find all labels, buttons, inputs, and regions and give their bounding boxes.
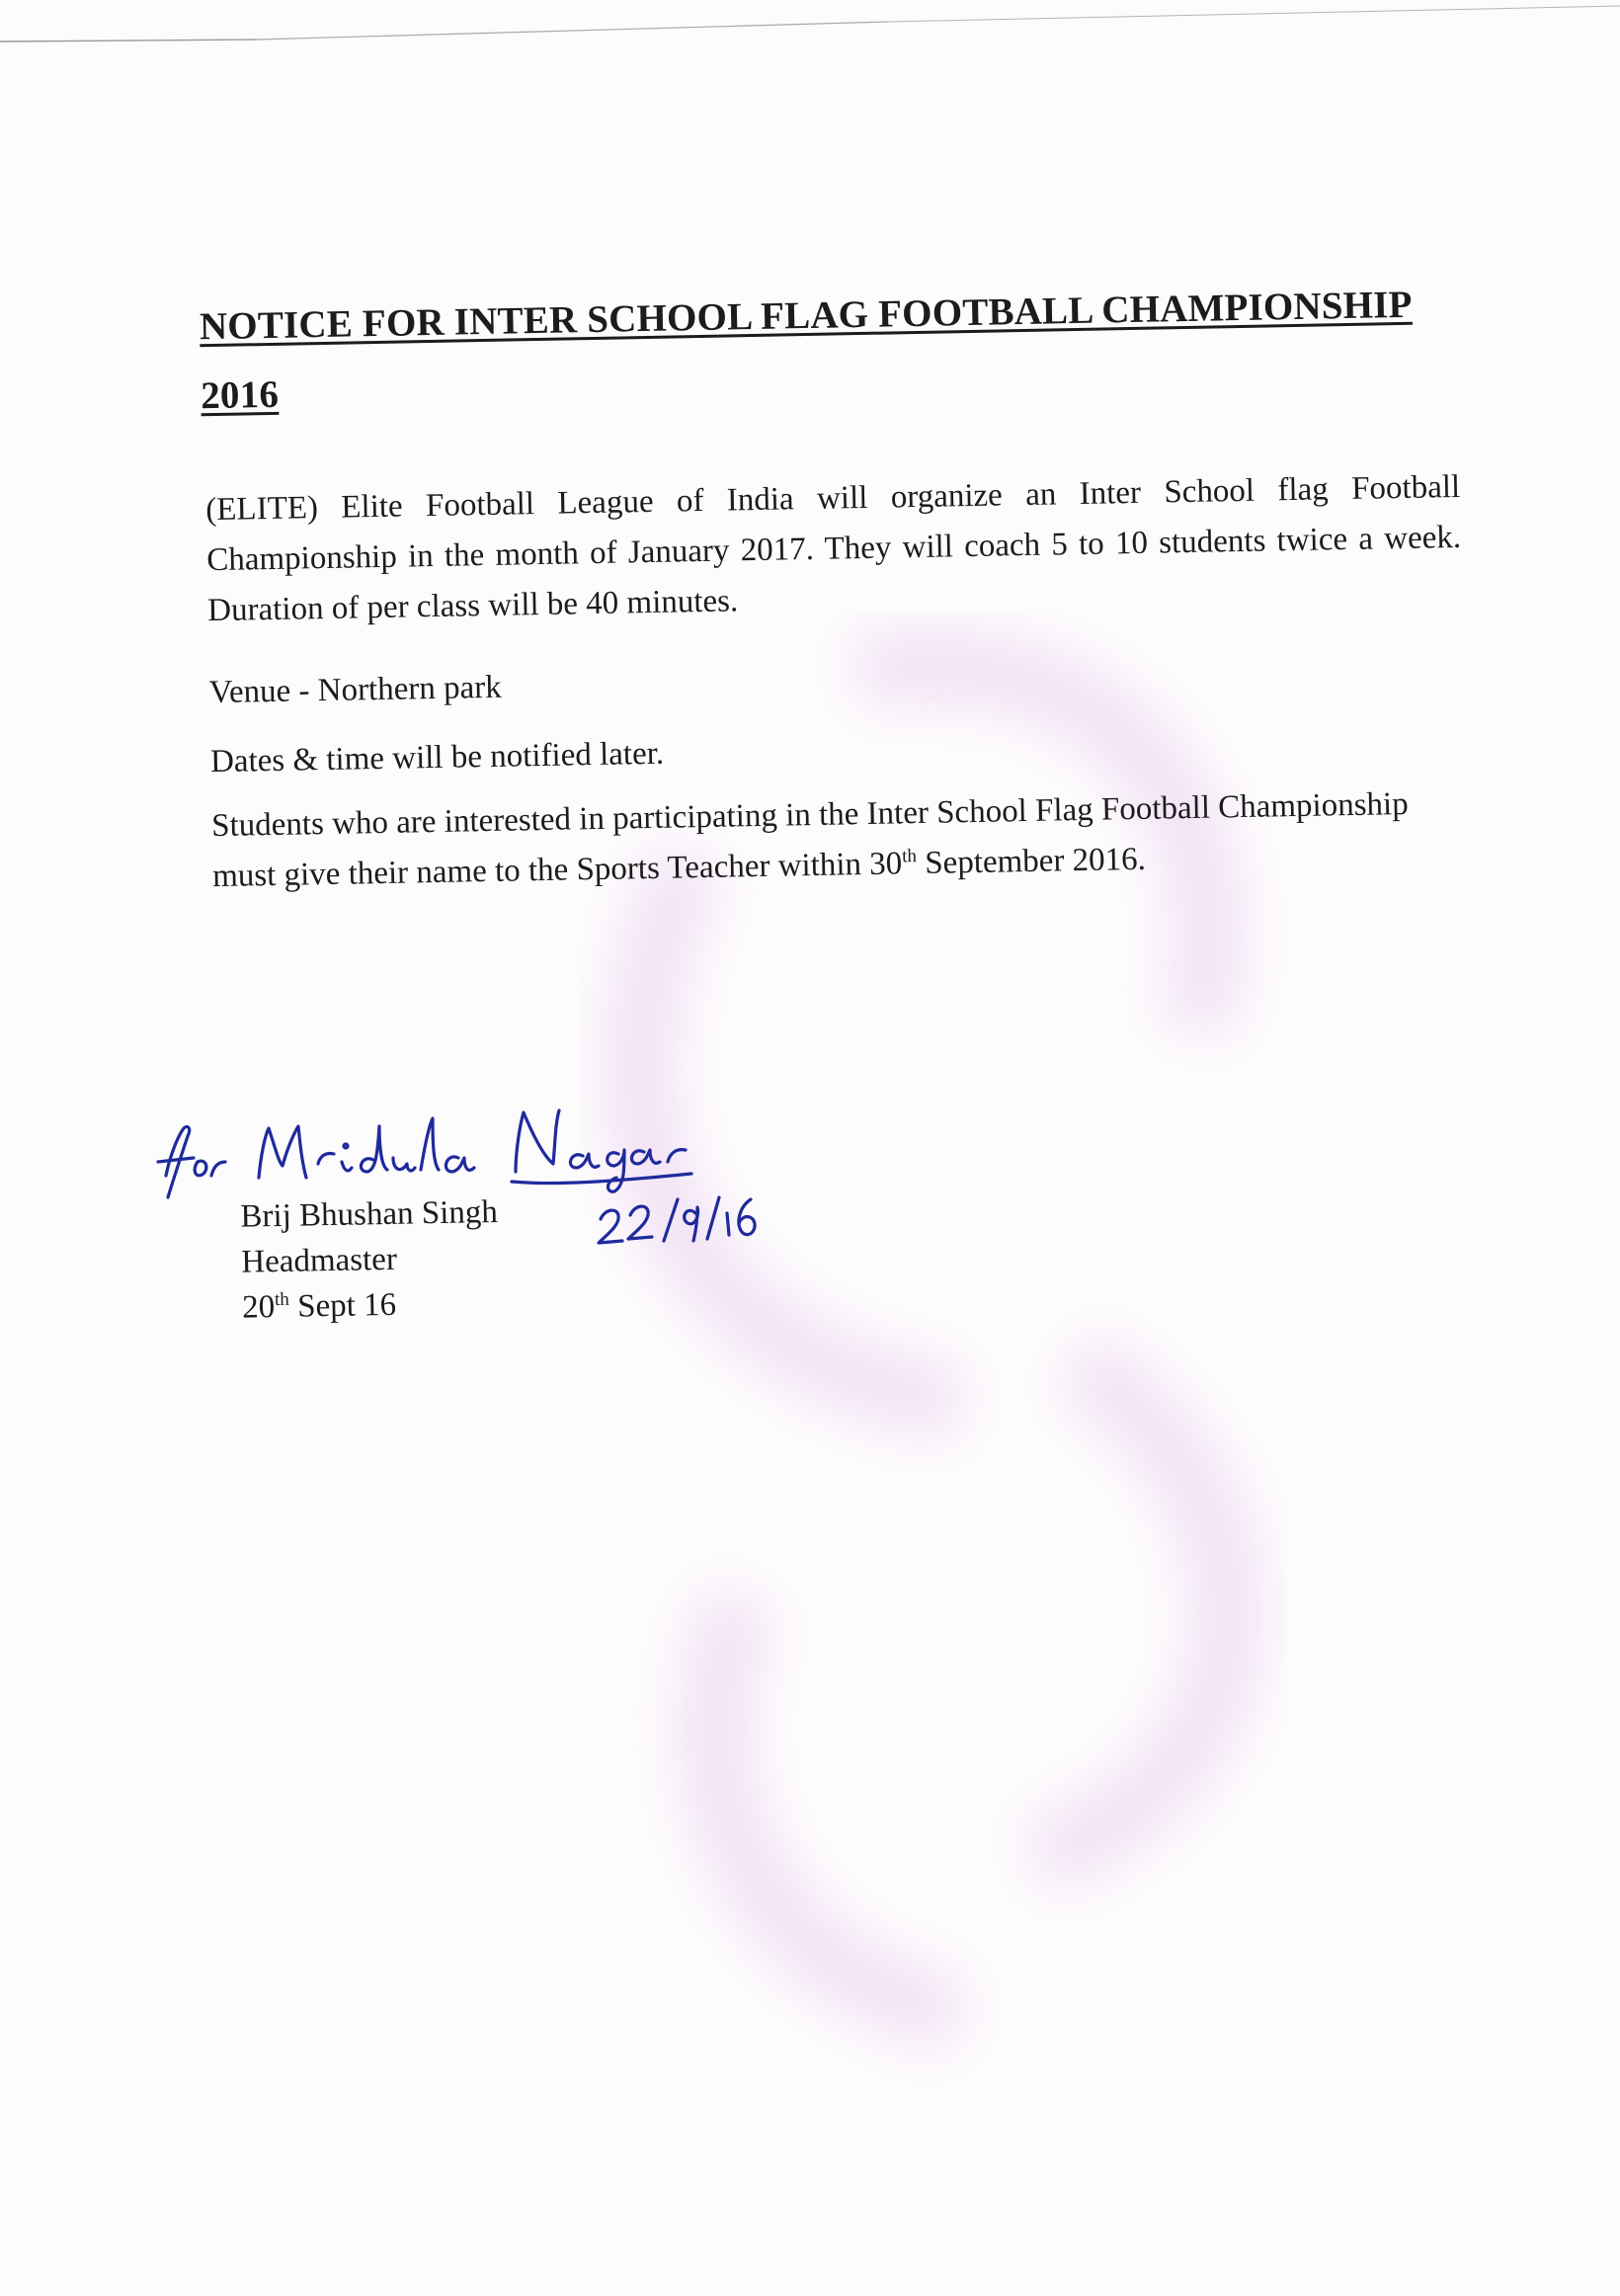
dates-line: Dates & time will be notified later. (209, 735, 665, 780)
signer-block (240, 1189, 500, 1331)
signer-role: Headmaster (240, 1241, 398, 1280)
signer-date-day: 20 (241, 1289, 276, 1326)
signer-date (242, 1280, 500, 1331)
registration-text-end: September 2016. (916, 841, 1147, 882)
registration-text: Students who are interested in participating in the Inter School Flag Football Championship must give their name to the Sports Teacher within 30 (210, 785, 1409, 895)
signer-name: Brij Bhushan Singh (240, 1193, 499, 1235)
signer-date-rest: Sept 16 (288, 1286, 397, 1325)
notice-title (199, 270, 1435, 431)
registration-paragraph (211, 779, 1468, 902)
title-line-1: NOTICE FOR INTER SCHOOL FLAG FOOTBALL CHAMPIONSHIP (199, 283, 1413, 349)
registration-ordinal: th (901, 846, 918, 867)
signer-date-ordinal: th (274, 1288, 289, 1311)
title-line-2: 2016 (200, 372, 280, 418)
announcement-paragraph: (ELITE) Elite Football League of India will organize an Inter School flag Football Championship in the month of January 2017. They will coach 5 to 10 students twice a week. Duration of per class will be 40 minutes. (205, 468, 1462, 629)
venue-line: Venue - Northern park (208, 669, 503, 711)
